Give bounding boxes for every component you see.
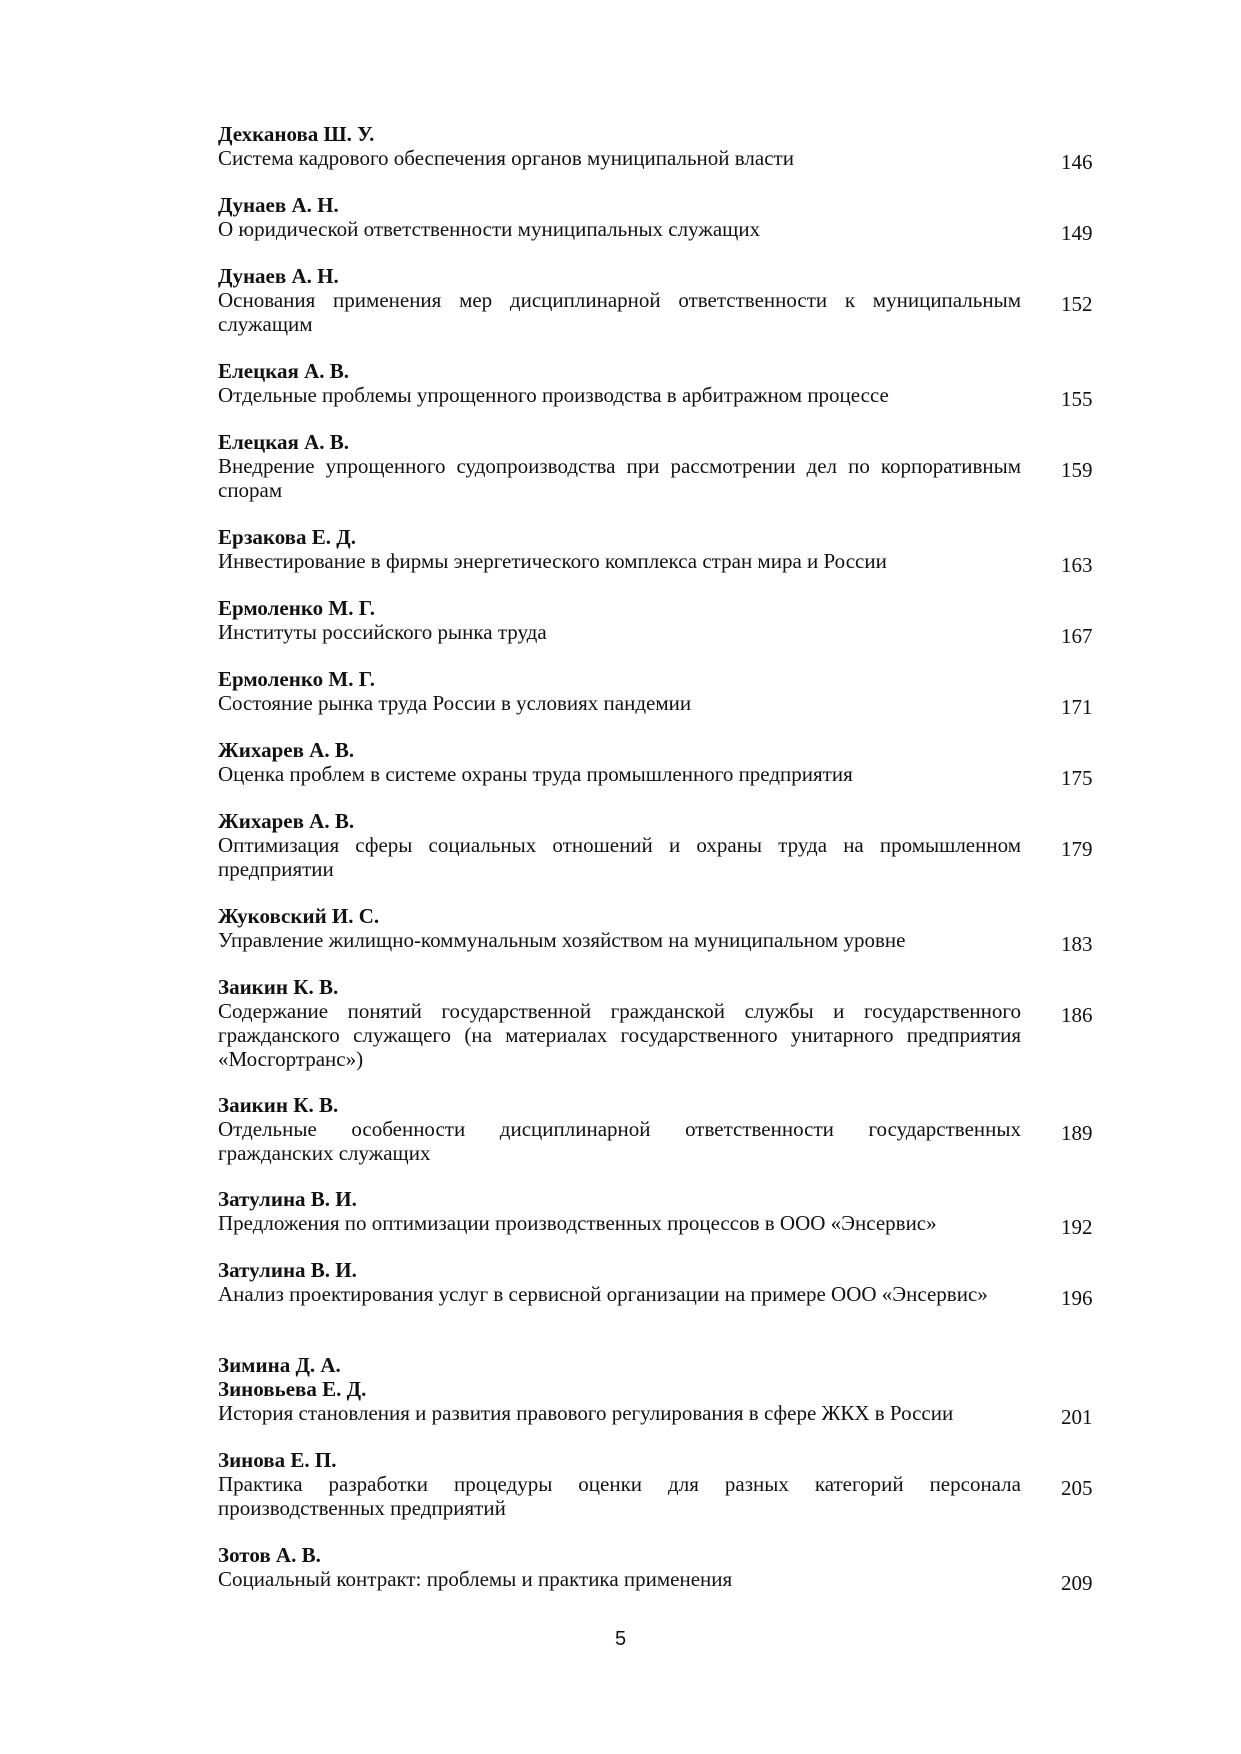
entry-author: Дунаев А. Н. (218, 193, 339, 217)
entry-page-number: 167 (1061, 624, 1093, 648)
entry-title: Внедрение упрощенного судопроизводства при рассмотрении дел по корпоративным спорам (218, 454, 1021, 502)
entry-author: Елецкая А. В. (218, 359, 350, 383)
toc-entry (218, 904, 1098, 956)
entry-title: Инвестирование в фирмы энергетического комплекса стран мира и России (218, 549, 887, 573)
entry-title: Социальный контракт: проблемы и практика применения (218, 1567, 733, 1591)
entry-author: Зотов А. В. (218, 1543, 321, 1567)
entry-page-number: 175 (1061, 766, 1093, 790)
entry-title: Управление жилищно-коммунальным хозяйством на муниципальном уровне (218, 928, 906, 952)
entry-author: Зиновьева Е. Д. (218, 1377, 367, 1401)
entry-title: Анализ проектирования услуг в сервисной организации на примере ООО «Энсервис» (218, 1282, 988, 1306)
entry-page-number: 192 (1061, 1215, 1093, 1239)
entry-author: Елецкая А. В. (218, 430, 350, 454)
entry-author: Заикин К. В. (218, 975, 339, 999)
entry-title: История становления и развития правового регулирования в сфере ЖКХ в России (218, 1401, 954, 1425)
entry-title: Институты российского рынка труда (218, 620, 547, 644)
entry-page-number: 209 (1061, 1571, 1093, 1595)
toc-entry (218, 1448, 1098, 1520)
toc-entry (218, 430, 1098, 502)
entry-page-number: 186 (1061, 1003, 1093, 1027)
entry-author: Затулина В. И. (218, 1258, 357, 1282)
toc-entry (218, 1093, 1098, 1165)
entry-author: Затулина В. И. (218, 1187, 357, 1211)
toc-entry (218, 193, 1098, 245)
entry-page-number: 179 (1061, 837, 1093, 861)
entry-title: Состояние рынка труда России в условиях пандемии (218, 691, 692, 715)
entry-page-number: 152 (1061, 292, 1093, 316)
toc-entry (218, 122, 1098, 174)
entry-author: Жихарев А. В. (218, 809, 355, 833)
toc-entry (218, 596, 1098, 648)
entry-author: Дунаев А. Н. (218, 264, 339, 288)
toc-entry (218, 667, 1098, 719)
entry-title: Отдельные проблемы упрощенного производства в арбитражном процессе (218, 383, 889, 407)
entry-author: Ермоленко М. Г. (218, 596, 375, 620)
entry-page-number: 159 (1061, 458, 1093, 482)
toc-entry (218, 525, 1098, 577)
toc-entry (218, 359, 1098, 411)
toc-entry (218, 1258, 1098, 1310)
entry-author: Заикин К. В. (218, 1093, 339, 1117)
entry-title: Практика разработки процедуры оценки для разных категорий персонала производственных предприятий (218, 1472, 1021, 1520)
entry-title: Система кадрового обеспечения органов муниципальной власти (218, 146, 794, 170)
entry-author: Зимина Д. А. (218, 1353, 341, 1377)
toc-entry (218, 1353, 1098, 1429)
entry-page-number: 189 (1061, 1121, 1093, 1145)
entry-author: Ермоленко М. Г. (218, 667, 375, 691)
entry-title: О юридической ответственности муниципальных служащих (218, 217, 761, 241)
entry-page-number: 196 (1061, 1286, 1093, 1310)
toc-entry (218, 1187, 1098, 1239)
entry-author: Дехканова Ш. У. (218, 122, 375, 146)
entry-title: Отдельные особенности дисциплинарной ответственности государственных гражданских служащих (218, 1117, 1021, 1165)
entry-title: Предложения по оптимизации производственных процессов в ООО «Энсервис» (218, 1211, 937, 1235)
toc-entry (218, 809, 1098, 881)
entry-title: Основания применения мер дисциплинарной ответственности к муниципальным служащим (218, 288, 1021, 336)
entry-author: Жихарев А. В. (218, 738, 355, 762)
entry-title: Оптимизация сферы социальных отношений и охраны труда на промышленном предприятии (218, 833, 1021, 881)
entry-author: Ерзакова Е. Д. (218, 525, 356, 549)
entry-page-number: 149 (1061, 221, 1093, 245)
entry-page-number: 171 (1061, 695, 1093, 719)
entry-page-number: 146 (1061, 150, 1093, 174)
toc-entry (218, 264, 1098, 336)
toc-entry (218, 738, 1098, 790)
toc-entry (218, 975, 1098, 1071)
toc-entry (218, 1543, 1098, 1595)
entry-page-number: 201 (1061, 1405, 1093, 1429)
entry-page-number: 205 (1061, 1476, 1093, 1500)
entry-title: Содержание понятий государственной гражданской службы и государственного гражданского служащего (на материалах государственного унитарного предприятия «Мосгортранс») (218, 999, 1021, 1071)
page-number-footer: 5 (614, 1628, 627, 1650)
entry-author: Зинова Е. П. (218, 1448, 337, 1472)
entry-title: Оценка проблем в системе охраны труда промышленного предприятия (218, 762, 853, 786)
entry-author: Жуковский И. С. (218, 904, 380, 928)
entry-page-number: 155 (1061, 387, 1093, 411)
entry-page-number: 183 (1061, 932, 1093, 956)
entry-page-number: 163 (1061, 553, 1093, 577)
